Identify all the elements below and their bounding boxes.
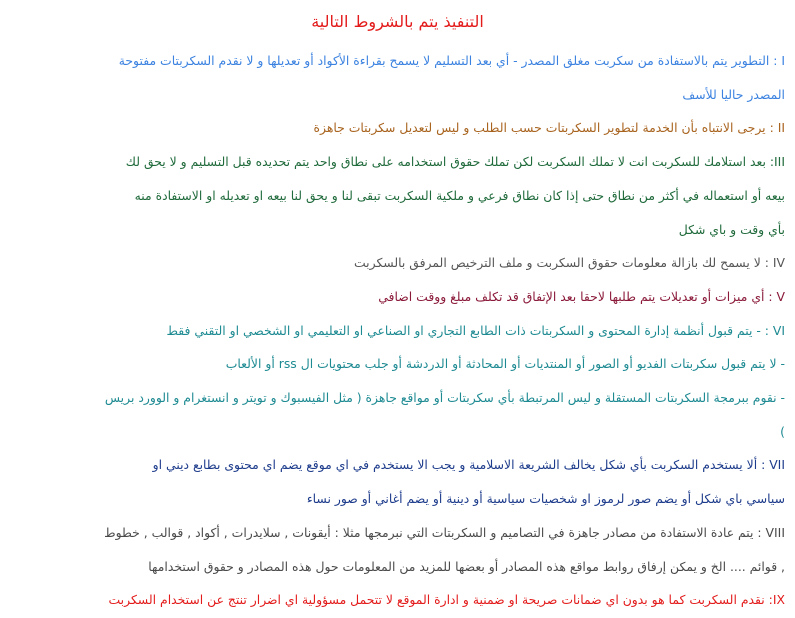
clause-7-line-1: VII : ألا يستخدم السكربت بأي شكل يخالف الشريعة الاسلامية و يجب الا يستخدم في اي موقع يضم اي محتوى بطابع ديني او xyxy=(152,457,785,473)
clause-3-line-1: III: بعد استلامك للسكربت انت لا تملك السكربت لكن تملك حقوق استخدامه على نطاق واحد يتم تحديده قبل التسليم و لا يحق لك xyxy=(125,154,785,170)
clause-5-line-1: V : أي ميزات أو تعديلات يتم طلبها لاحقا بعد الإتفاق قد تكلف مبلغ ووقت اضافي xyxy=(378,288,785,304)
clause-2-line-1: II : يرجى الانتباه بأن الخدمة لتطوير السكربتات حسب الطلب و ليس لتعديل سكربتات جاهزة xyxy=(313,120,785,136)
clause-6-line-4: ) xyxy=(780,423,785,439)
clause-8-line-2: , قوائم .... الخ و يمكن إرفاق روابط مواقع هذه المصادر أو بعضها للمزيد من المعلومات حول هذه المصادر و حقوق استخدامها xyxy=(148,558,785,574)
clause-3-line-2: بيعه أو استعماله في أكثر من نطاق حتى إذا كان نطاق فرعي و ملكية السكربت تبقى لنا و يحق لنا بيعه او تعديله او الاستفادة منه xyxy=(134,187,785,203)
clause-8-line-1: VIII : يتم عادة الاستفادة من مصادر جاهزة في التصاميم و السكربتات التي نبرمجها مثلا : أيقونات , سلايدرات , أكواد , قوالب , خطوط xyxy=(104,524,785,540)
page-title: التنفيذ يتم بالشروط التالية xyxy=(311,12,484,31)
clause-6-line-1: VI : - يتم قبول أنظمة إدارة المحتوى و السكربتات ذات الطابع التجاري او الصناعي او التعليمي او الشخصي او التقني فقط xyxy=(166,322,785,338)
clause-4-line-1: IV : لا يسمح لك بازالة معلومات حقوق السكربت و ملف الترخيص المرفق بالسكربت xyxy=(354,255,785,271)
clause-6-line-2: - لا يتم قبول سكربتات الفديو أو الصور أو المنتديات أو المحادثة أو الدردشة أو جلب محتويات ال rss أو الألعاب xyxy=(225,356,785,372)
clause-7-line-2: سياسي باي شكل أو يضم صور لرموز او شخصيات سياسية أو دينية أو يضم أغاني أو صور نساء xyxy=(306,491,785,507)
clause-3-line-3: بأي وقت و باي شكل xyxy=(678,221,785,237)
clause-6-line-3: - نقوم ببرمجة السكربتات المستقلة و ليس المرتبطة بأي سكربتات أو مواقع جاهزة ( مثل الفيسبوك و تويتر و انستغرام و الوورد بريس xyxy=(104,390,785,406)
clause-1-line-1: I : التطوير يتم بالاستفادة من سكربت مغلق المصدر - أي بعد التسليم لا يسمح بقراءة الأكواد أو تعديلها و لا نقدم السكربتات مفتوحة xyxy=(118,53,785,68)
clause-9-line-1: IX: نقدم السكربت كما هو بدون اي ضمانات صريحة او ضمنية و ادارة الموقع لا تتحمل مسؤولية اي اضرار تنتج عن استخدام السكربت xyxy=(108,592,785,608)
clause-1-line-2: المصدر حاليا للأسف xyxy=(682,86,785,102)
